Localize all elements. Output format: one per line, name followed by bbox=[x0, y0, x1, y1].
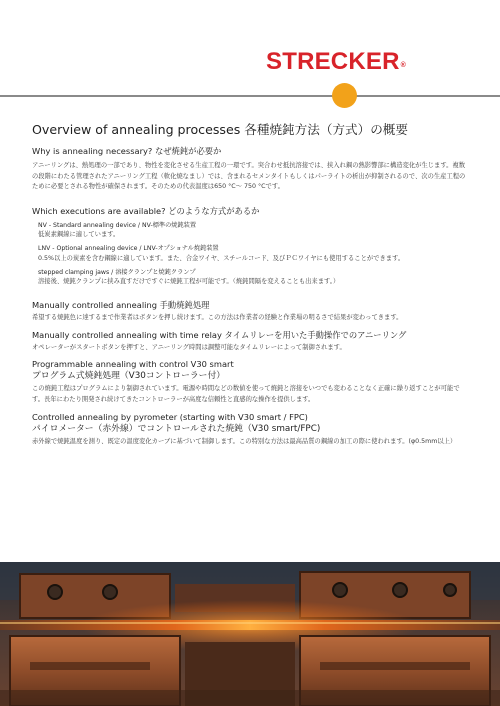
execution-item bbox=[32, 221, 468, 241]
execution-item-title: NV - Standard annealing device / NV-標準の焼鈍装置 bbox=[38, 221, 197, 229]
section-title: Manually controlled annealing 手動焼鈍処理 bbox=[32, 300, 210, 311]
brand-name: STRECKER bbox=[266, 48, 400, 75]
section-manual bbox=[32, 300, 468, 324]
section-text: アニーリングは、熱処理の一部であり、物性を変化させる生産工程の一環です。突合わせ抵抗溶接では、挟入れ鋼の熱影響部に構造変化が生じます。複数の段階にわたる管理されたアニーリング工程（軟化焼なまし）では、含まれるセメンタイトもしくはパーライトの析出が抑制されるので、次の生産工程のために必要とされる物性が確保されます。そのための代表温度は650 °C～ 750 °Cです。 bbox=[32, 162, 466, 191]
section-executions bbox=[32, 206, 468, 288]
section-title: Controlled annealing by pyrometer (starting with V30 smart / FPC) bbox=[32, 411, 308, 422]
section-text: 赤外線で焼鈍温度を測り、既定の温度変化カーブに基づいて制御します。この特別な方法は最高品質の鋼線の加工の際に使われます。(φ0.5mm以上） bbox=[32, 437, 457, 445]
orange-dot-icon bbox=[332, 83, 357, 108]
section-title: Programmable annealing with control V30 smart bbox=[32, 359, 234, 370]
registered-mark: ® bbox=[400, 62, 406, 69]
strecker-logo bbox=[266, 47, 426, 77]
section-title: Which executions are available? どのような方式があるか bbox=[32, 205, 260, 216]
section-relay bbox=[32, 330, 468, 354]
section-why bbox=[32, 146, 468, 193]
section-title-jp: プログラム式焼鈍処理（V30コントローラー付） bbox=[32, 371, 226, 382]
execution-item-title: LNV - Optional annealing device / LNV-オプショナル焼鈍装置 bbox=[38, 245, 219, 253]
section-title: Manually controlled annealing with time relay タイムリレーを用いた手動操作でのアニーリング bbox=[32, 329, 407, 340]
execution-item-text: 低炭素鋼線に適しています。 bbox=[38, 231, 120, 239]
main-content bbox=[32, 122, 468, 453]
section-text: 希望する焼鈍色に達するまで作業者はボタンを押し続けます。この方法は作業者の経験と作業場の明るさで結果が変わってきます。 bbox=[32, 314, 403, 322]
section-text: オペレーターがスタートボタンを押すと、アニーリング時間は調整可能なタイムリレーによって制御されます。 bbox=[32, 343, 346, 351]
section-title: Why is annealing necessary? なぜ焼鈍が必要か bbox=[32, 146, 222, 156]
section-title-jp: パイロメーター（赤外線）でコントロールされた焼鈍（V30 smart/FPC) bbox=[32, 423, 321, 434]
header-rule bbox=[0, 95, 500, 97]
execution-item-title: stepped clamping jaws / 溶接クランプと焼鈍クランプ bbox=[38, 268, 196, 276]
execution-item bbox=[32, 268, 468, 288]
execution-item-text: 溶接後、焼鈍クランプに挟み直すだけですぐに焼鈍工程が可能です。（焼鈍間隔を変えることも出来ます。） bbox=[38, 278, 340, 286]
section-programmable bbox=[32, 359, 468, 405]
execution-item-text: 0.5%以上の炭素を含む鋼線に適しています。また、合金ワイヤ、スチールコード、及びＰＣワイヤにも使用することができます。 bbox=[38, 254, 405, 262]
page-title: Overview of annealing processes 各種焼鈍方法（方式）の概要 bbox=[32, 122, 408, 137]
section-text: この焼鈍工程はプログラムにより制御されています。電源や時間などの数値を使って焼鈍と溶接をいつでも変わることなく正確に繰り返すことが可能です。長年にわたり開発され続けてきたコントローラーが高度な信頼性と直感的な操作を提供します。 bbox=[32, 385, 460, 404]
execution-item bbox=[32, 244, 468, 264]
annealing-photo bbox=[0, 562, 500, 706]
section-pyrometer bbox=[32, 412, 468, 448]
